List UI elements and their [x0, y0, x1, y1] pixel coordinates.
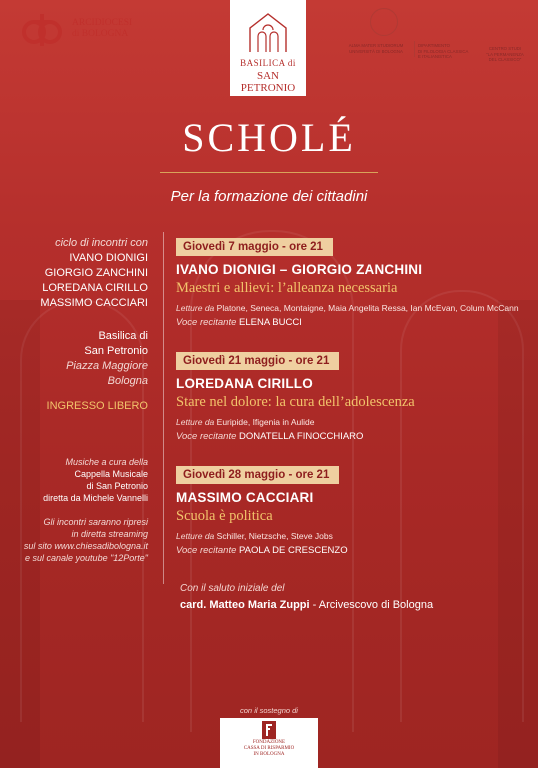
event-card	[176, 237, 526, 328]
event-topic: Maestri e allievi: l’alleanza necessaria	[176, 280, 398, 296]
readings-text: Schiller, Nietzsche, Steve Jobs	[216, 531, 333, 541]
address-line2: Bologna	[107, 375, 148, 387]
speaker-name: LOREDANA CIRILLO	[42, 282, 148, 294]
speaker-name: GIORGIO ZANCHINI	[44, 267, 148, 279]
basilica-facade-icon	[246, 10, 290, 54]
musiche-line4: diretta da Michele Vannelli	[43, 493, 148, 503]
column-divider	[163, 232, 164, 584]
ciclo-label: ciclo di incontri con	[55, 237, 148, 249]
event-speaker: IVANO DIONIGI – GIORGIO ZANCHINI	[176, 262, 423, 277]
stream-line3: sul sito www.chiesadibologna.it	[23, 541, 148, 551]
saluto-cardinal	[180, 599, 433, 611]
voice-label: Voce recitante	[176, 545, 237, 556]
speaker-name: MASSIMO CACCIARI	[40, 297, 148, 309]
arcidiocesi-emblem-icon	[20, 10, 66, 48]
event-voice	[176, 545, 526, 556]
event-date: Giovedì 28 maggio - ore 21	[176, 466, 339, 484]
event-speaker: LOREDANA CIRILLO	[176, 376, 313, 391]
event-card	[176, 465, 526, 556]
divider	[414, 41, 415, 57]
voice-name: DONATELLA FINOCCHIARO	[239, 431, 364, 442]
event-speaker: MASSIMO CACCIARI	[176, 490, 314, 505]
centro-line2: "LA PERMANENZA DEL CLASSICO"	[486, 51, 524, 62]
saluto-intro: Con il saluto iniziale del	[180, 583, 285, 594]
fondazione-emblem-icon	[262, 721, 276, 739]
voice-label: Voce recitante	[176, 317, 237, 328]
page-subtitle: Per la formazione dei cittadini	[170, 188, 368, 205]
centro-line1: CENTRO STUDI	[488, 46, 522, 51]
readings-text: Platone, Seneca, Montaigne, Maia Angelita Ressa, Ian McEvan, Colum McCann	[216, 303, 519, 313]
musiche-line3: di San Petronio	[86, 481, 148, 491]
left-column	[0, 236, 148, 564]
venue-line1: Basilica di	[98, 330, 148, 342]
event-voice	[176, 317, 526, 328]
event-card	[176, 351, 526, 442]
readings-label: Letture da	[176, 531, 215, 541]
university-line2: UNIVERSITÀ DI BOLOGNA	[349, 48, 403, 54]
event-date: Giovedì 21 maggio - ore 21	[176, 352, 339, 370]
page-title: SCHOLÉ	[182, 115, 356, 160]
centro-studi	[482, 46, 528, 63]
voice-name: ELENA BUCCI	[239, 317, 302, 328]
basilica-line1: BASILICA di	[240, 58, 296, 68]
event-readings	[176, 417, 526, 427]
voice-label: Voce recitante	[176, 431, 237, 442]
university-name	[346, 43, 406, 54]
speaker-name: IVANO DIONIGI	[69, 252, 148, 264]
event-topic: Stare nel dolore: la cura dell’adolescenza	[176, 394, 415, 410]
ingresso-libero: INGRESSO LIBERO	[46, 400, 148, 412]
venue-line2: San Petronio	[84, 345, 148, 357]
university-line1: ALMA MATER STUDIORUM	[348, 43, 404, 48]
department-name	[418, 43, 473, 60]
address-line1: Piazza Maggiore	[66, 360, 148, 372]
department-line2: DI FILOLOGIA CLASSICA	[418, 48, 469, 54]
department-line3: E ITALIANISTICA	[418, 54, 452, 59]
event-date: Giovedì 7 maggio - ore 21	[176, 238, 333, 256]
fondazione-line3: IN BOLOGNA	[253, 752, 285, 757]
university-logos	[340, 8, 530, 62]
basilica-line2: SAN PETRONIO	[240, 70, 296, 94]
readings-text: Euripide, Ifigenia in Aulide	[216, 417, 315, 427]
title-divider	[160, 172, 378, 173]
fondazione-name	[220, 740, 318, 758]
arcidiocesi-line1: ARCIDIOCESI	[72, 18, 133, 28]
cardinal-role: - Arcivescovo di Bologna	[309, 599, 434, 611]
stream-line1: Gli incontri saranno ripresi	[43, 517, 148, 527]
fondazione-logo	[220, 718, 318, 768]
musiche-line2: Cappella Musicale	[74, 469, 148, 479]
arcidiocesi-logo	[20, 10, 132, 48]
musiche-line1: Musiche a cura della	[65, 457, 148, 467]
fondazione-line1: FONDAZIONE	[252, 740, 286, 745]
stream-line2: in diretta streaming	[71, 529, 148, 539]
arcidiocesi-line2: di BOLOGNA	[72, 29, 129, 39]
support-label: con il sostegno di	[240, 706, 298, 715]
readings-label: Letture da	[176, 303, 215, 313]
department-line1: DIPARTIMENTO	[418, 43, 450, 48]
basilica-logo	[230, 0, 306, 96]
readings-label: Letture da	[176, 417, 215, 427]
event-voice	[176, 431, 526, 442]
fondazione-line2: CASSA DI RISPARMIO	[243, 746, 295, 751]
event-topic: Scuola è politica	[176, 508, 273, 524]
cardinal-name: card. Matteo Maria Zuppi	[180, 599, 310, 611]
event-readings	[176, 531, 526, 541]
voice-name: PAOLA DE CRESCENZO	[239, 545, 348, 556]
event-readings	[176, 303, 526, 313]
stream-line4: e sul canale youtube "12Porte"	[25, 553, 148, 563]
university-seal-icon	[370, 8, 398, 36]
